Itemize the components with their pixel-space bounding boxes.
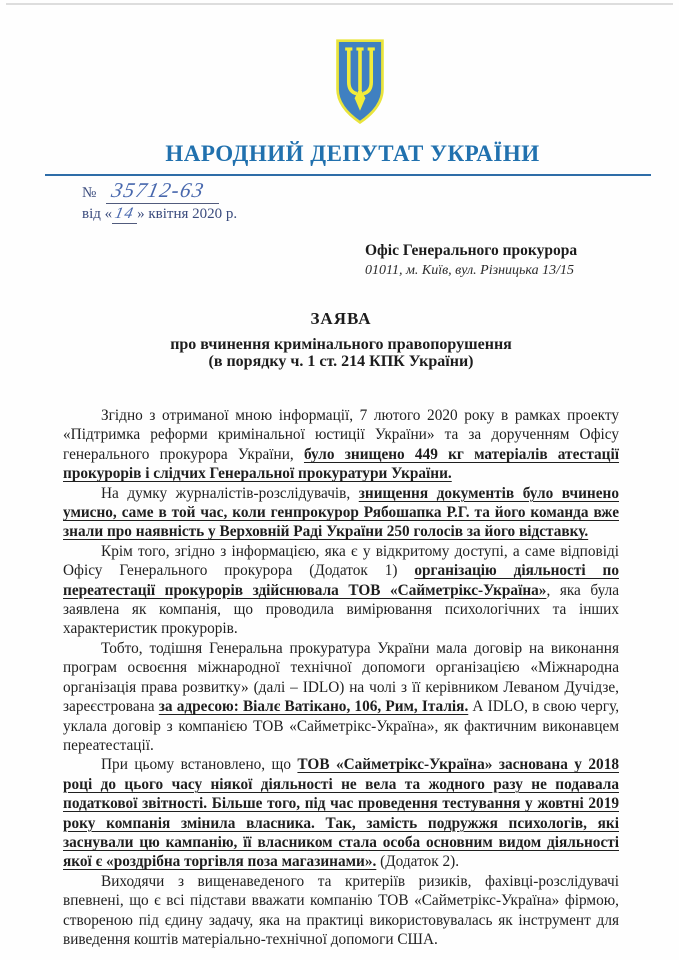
letterhead-divider: [45, 174, 651, 176]
doc-date-day-underline: [112, 206, 137, 224]
text-run: (Додаток 2).: [376, 853, 460, 871]
doc-number-line: [82, 180, 679, 204]
paragraph: [63, 406, 619, 484]
recipient-block: [365, 242, 625, 279]
document-title-line2: про вчинення кримінального правопорушення: [170, 336, 512, 353]
text-run: Згідно з отриманої мною інформації, 7 лютого 2020 року в рамках проекту «Підтримка реформи кримінальної юстиції України» та за дорученням Офісу генерального прокурора України,: [63, 407, 619, 463]
paragraph: [63, 542, 619, 639]
trident-icon: [332, 38, 388, 126]
text-run: , яка була заявлена як компанія, що проводила вимірювання психологічних та інших характеристик прокурорів.: [63, 581, 619, 638]
recipient-name: Офіс Генерального прокурора: [365, 242, 578, 259]
scan-edge-artifact: [6, 3, 673, 5]
text-run: Виходячи з вищенаведеного та критеріїв ризиків, фахівці-розслідувачі впевнені, що є всі підстави вважати компанію ТОВ «Сайметрікс-Україна» фірмою, створеною під єдину задачу, яка на практиці використовувалась як інструмент для виведення коштів матеріально-технічної допомоги США.: [63, 872, 619, 948]
text-run: Крім того, згідно з інформацією, яка є у відкритому доступі, а саме відповіді Офісу Генерального прокурора (Додаток 1): [63, 542, 619, 580]
letterhead-title: НАРОДНИЙ ДЕПУТАТ УКРАЇНИ: [165, 141, 540, 166]
text-run: А IDLO, в свою чергу, уклала договір з компанією ТОВ «Сайметрікс-Україна», як фактичним виконавцем переатестації.: [63, 698, 620, 754]
doc-date-day-handwritten: 14: [113, 205, 137, 222]
doc-date-prefix: від «: [82, 206, 113, 222]
paragraph: [63, 755, 619, 871]
paragraph: [63, 484, 619, 542]
paragraph: [63, 639, 619, 755]
document-body: [63, 406, 619, 949]
text-run: Тобто, тодішня Генеральна прокуратура України мала договір на виконання програм освоєння міжнародної технічної допомоги організацією «Міжнародна організація права розвитку» (далі – IDLO) на чолі з її керівником Леваном Дучідзе, зареєстрована: [63, 639, 619, 716]
doc-number-underline: [106, 180, 219, 204]
document-title: [63, 309, 619, 370]
document-title-line1: ЗАЯВА: [310, 309, 372, 328]
text-run: При цьому встановлено, що: [101, 756, 298, 774]
doc-date-suffix: » квітня 2020 р.: [137, 206, 238, 222]
text-run: На думку журналістів-розслідувачів,: [101, 484, 359, 502]
registration-block: [82, 180, 679, 224]
text-run: ТОВ «Сайметрікс-Україна» заснована у 2018 році до цього часу ніякої діяльності не вела та жодного разу не подавала податкової звітності. Більше того, під час проведення тестування у жовтні 2019 року компанія змінила власника. Так, замість подружжя психологів, які заснували цю кампанію, її власником стала особа основним видом діяльності якої є «роздрібна торгівля поза магазинами».: [63, 756, 619, 871]
text-run: було знищено 449 кг матеріалів атестації прокурорів і слідчих Генеральної прокуратури України.: [63, 445, 620, 483]
doc-number-label: №: [82, 185, 97, 201]
ukraine-coat-of-arms-emblem: [332, 38, 388, 131]
doc-number-handwritten: 35712-63: [109, 178, 208, 202]
text-run: за адресою: Віалє Ватікано, 106, Рим, Італія.: [158, 698, 469, 716]
text-run: організацію діяльності по переатестації прокурорів здійснювала ТОВ «Сайметрікс-Україна»: [63, 562, 619, 599]
recipient-address: 01011, м. Київ, вул. Різницька 13/15: [365, 263, 574, 278]
doc-date-line: [82, 206, 679, 224]
text-run: знищення документів було вчинено умисно, саме в той час, коли генпрокурор Рябошапка Р.Г. та його команда вже знали про наявність у Верховній Раді України 250 голосів за його відставку.: [63, 484, 619, 541]
paragraph: [63, 872, 619, 950]
document-title-line3: (в порядку ч. 1 ст. 214 КПК України): [208, 353, 474, 370]
